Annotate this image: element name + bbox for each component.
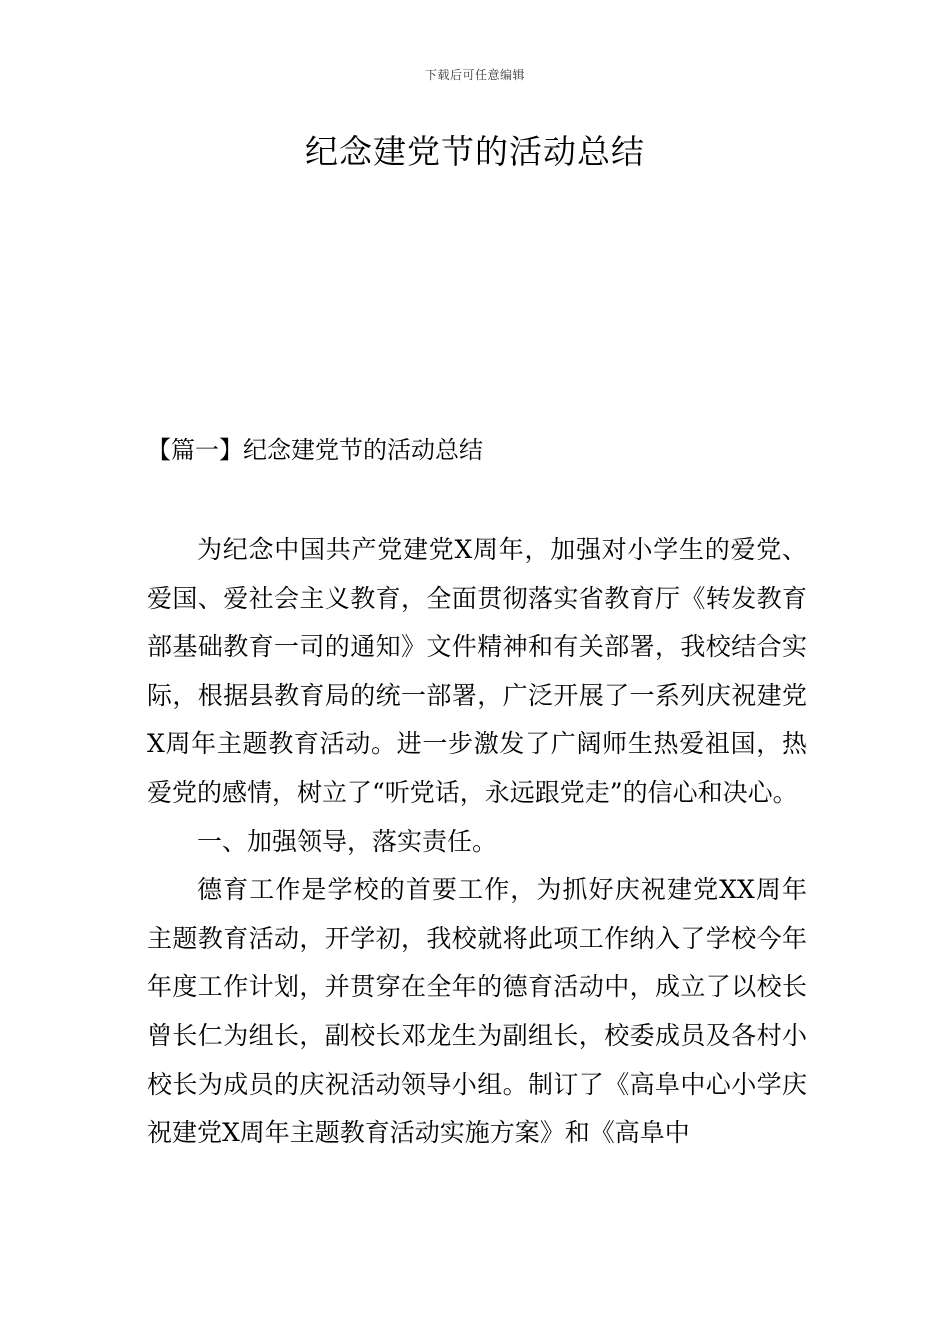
- paragraph-intro: 为纪念中国共产党建党X周年，加强对小学生的爱党、爱国、爱社会主义教育，全面贯彻落实省教育厅《转发教育部基础教育一司的通知》文件精神和有关部署，我校结合实际，根据县教育局的统一部署，广泛开展了一系列庆祝建党X周年主题教育活动。进一步激发了广阔师生热爱祖国，热爱党的感情，树立了“听党话，永远跟党走”的信心和决心。: [147, 535, 807, 807]
- paragraph-subheading: 一、加强领导，落实责任。: [197, 826, 498, 856]
- paragraph-moral-education: 德育工作是学校的首要工作，为抓好庆祝建党XX周年主题教育活动，开学初，我校就将此项工作纳入了学校今年年度工作计划，并贯穿在全年的德育活动中，成立了以校长曾长仁为组长，副校长邓龙生为副组长，校委成员及各村小校长为成员的庆祝活动领导小组。制订了《高阜中心小学庆祝建党X周年主题教育活动实施方案》和《高阜中: [147, 875, 807, 1148]
- document-title: 纪念建党节的活动总结: [305, 132, 645, 171]
- document-body: [147, 526, 807, 1158]
- section-heading: 【篇一】纪念建党节的活动总结: [147, 436, 483, 464]
- header-note: 下载后可任意编辑: [424, 68, 525, 82]
